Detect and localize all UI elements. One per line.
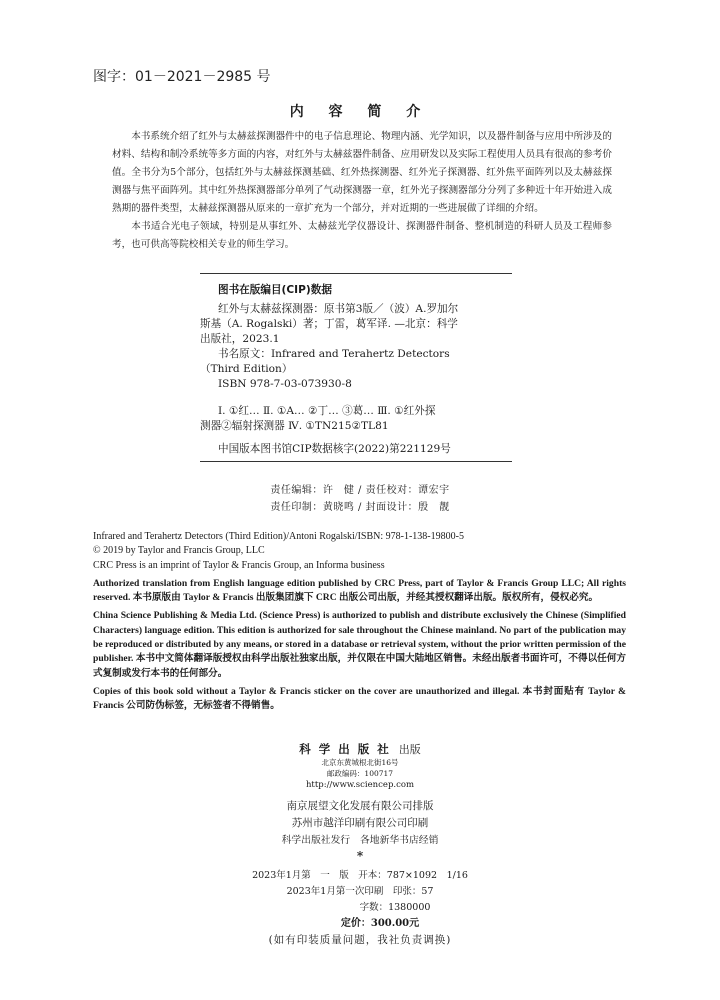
- typesetter: 南京展望文化发展有限公司排版: [286, 800, 434, 812]
- staff-credits: [0, 482, 720, 516]
- sticker-notice: Copies of this book sold without a Taylor & Francis sticker on the cover are unauthorized and illegal. 本书封面贴有 Taylor & Francis 公司防伪标签，无标签者不得销售。: [93, 685, 626, 712]
- cip-line: 红外与太赫兹探测器：原书第3版／（波）A.罗加尔: [218, 303, 459, 315]
- imprint-line: CRC Press is an imprint of Taylor & Francis Group, an Informa business: [93, 559, 385, 571]
- publisher-url: http://www.sciencep.com: [305, 780, 415, 790]
- publisher-logo: 科学出版社: [299, 742, 397, 756]
- edition-line: 2023年1月第 一 版 开本：787×1092 1/16: [252, 870, 468, 881]
- publisher-name-line: [0, 738, 720, 757]
- cip-line: （Third Edition）: [200, 363, 293, 375]
- summary-paragraph: 本书系统介绍了红外与太赫兹探测器件中的电子信息理论、物理内涵、光学知识，以及器件制备与应用中所涉及的材料、结构和制冷系统等多方面的内容，对红外与太赫兹器件制备、应用研发以及实际工程使用人员具有很高的参考价值。全书分为5个部分，包括红外与太赫兹探测基础、红外热探测器、红外光子探测器、红外焦平面阵列以及太赫兹探测器与焦平面阵列。其中红外热探测器部分单列了气动探测器一章，红外光子探测器部分分列了多种近十年开始进入成熟期的器件类型，太赫兹探测器从原来的一章扩充为一个部分，并对近期的一些进展做了详细的介绍。: [112, 131, 612, 214]
- summary-text: [112, 128, 612, 254]
- exclusive-rights-text: China Science Publishing & Media Ltd. (Science Press) is authorized to publish and distribute exclusively the Chinese (Simplified Characters) language edition. This edition is authorized for sale throughout the Chinese mainland. No part of the publication may be reproduced or distributed by any means, or stored in a database or retrieval system, without the prior written permission of the publisher. 本书中文简体翻译版授权由科学出版社独家出版，并仅限在中国大陆地区销售。未经出版者书面许可，不得以任何方式复制或发行本书的任何部分。: [93, 610, 626, 679]
- cip-isbn: ISBN 978-7-03-073930-8: [218, 378, 352, 390]
- cip-heading: 图书在版编目(CIP)数据: [218, 284, 332, 296]
- divider: [200, 273, 512, 274]
- copyright-block: [93, 530, 626, 714]
- price: 定价：300.00元: [340, 918, 420, 929]
- publisher-address: 北京东黄城根北街16号: [321, 758, 399, 767]
- summary-title: 内 容 简 介: [289, 104, 431, 120]
- divider: [200, 461, 512, 462]
- publisher-block: [0, 738, 720, 863]
- original-edition: Infrared and Terahertz Detectors (Third Edition)/Antoni Rogalski/ISBN: 978-1-138-19800-5: [93, 531, 464, 542]
- cip-line: 斯基（A. Rogalski）著；丁雷，葛军译. —北京：科学: [200, 318, 458, 330]
- registration-number: 图字：01－2021－2985 号: [93, 69, 271, 85]
- separator-star: *: [356, 849, 364, 863]
- cip-number: 中国版本图书馆CIP数据核字(2022)第221129号: [218, 443, 451, 455]
- printer: 苏州市越洋印刷有限公司印刷: [291, 817, 429, 829]
- staff-line: 责任编辑：许 健 / 责任校对：谭宏宇: [270, 485, 450, 496]
- cip-classification: 测器②辐射探测器 Ⅳ. ①TN215②TL81: [200, 420, 389, 432]
- cip-block: [200, 283, 510, 457]
- publisher-postcode: 邮政编码：100717: [326, 769, 394, 778]
- quality-note: (如有印装质量问题，我社负责调换): [268, 934, 452, 946]
- cip-line: 书名原文：Infrared and Terahertz Detectors: [218, 348, 450, 360]
- distribution: 科学出版社发行 各地新华书店经销: [281, 835, 439, 846]
- publisher-suffix: 出版: [398, 743, 421, 756]
- summary-paragraph: 本书适合光电子领域，特别是从事红外、太赫兹光学仪器设计、探测器件制备、整机制造的科研人员及工程师参考，也可供高等院校相关专业的师生学习。: [112, 221, 612, 250]
- cip-line: 出版社，2023.1: [200, 333, 280, 345]
- cip-classification: Ⅰ. ①红… Ⅱ. ①A… ②丁… ③葛… Ⅲ. ①红外探: [218, 405, 436, 417]
- authorization-text: Authorized translation from English language edition published by CRC Press, part of Taylor & Francis Group LLC; All rights reserved. 本书原版由 Taylor & Francis 出版集团旗下 CRC 出版公司出版，并经其授权翻译出版。版权所有，侵权必究。: [93, 577, 626, 604]
- printing-line: 2023年1月第一次印刷 印张：57: [286, 886, 434, 897]
- word-count: 字数：1380000: [359, 902, 431, 913]
- specifications: [0, 868, 720, 948]
- copyright-line: © 2019 by Taylor and Francis Group, LLC: [93, 545, 265, 557]
- staff-line: 责任印制：黄晓鸣 / 封面设计：殷 靓: [270, 502, 450, 513]
